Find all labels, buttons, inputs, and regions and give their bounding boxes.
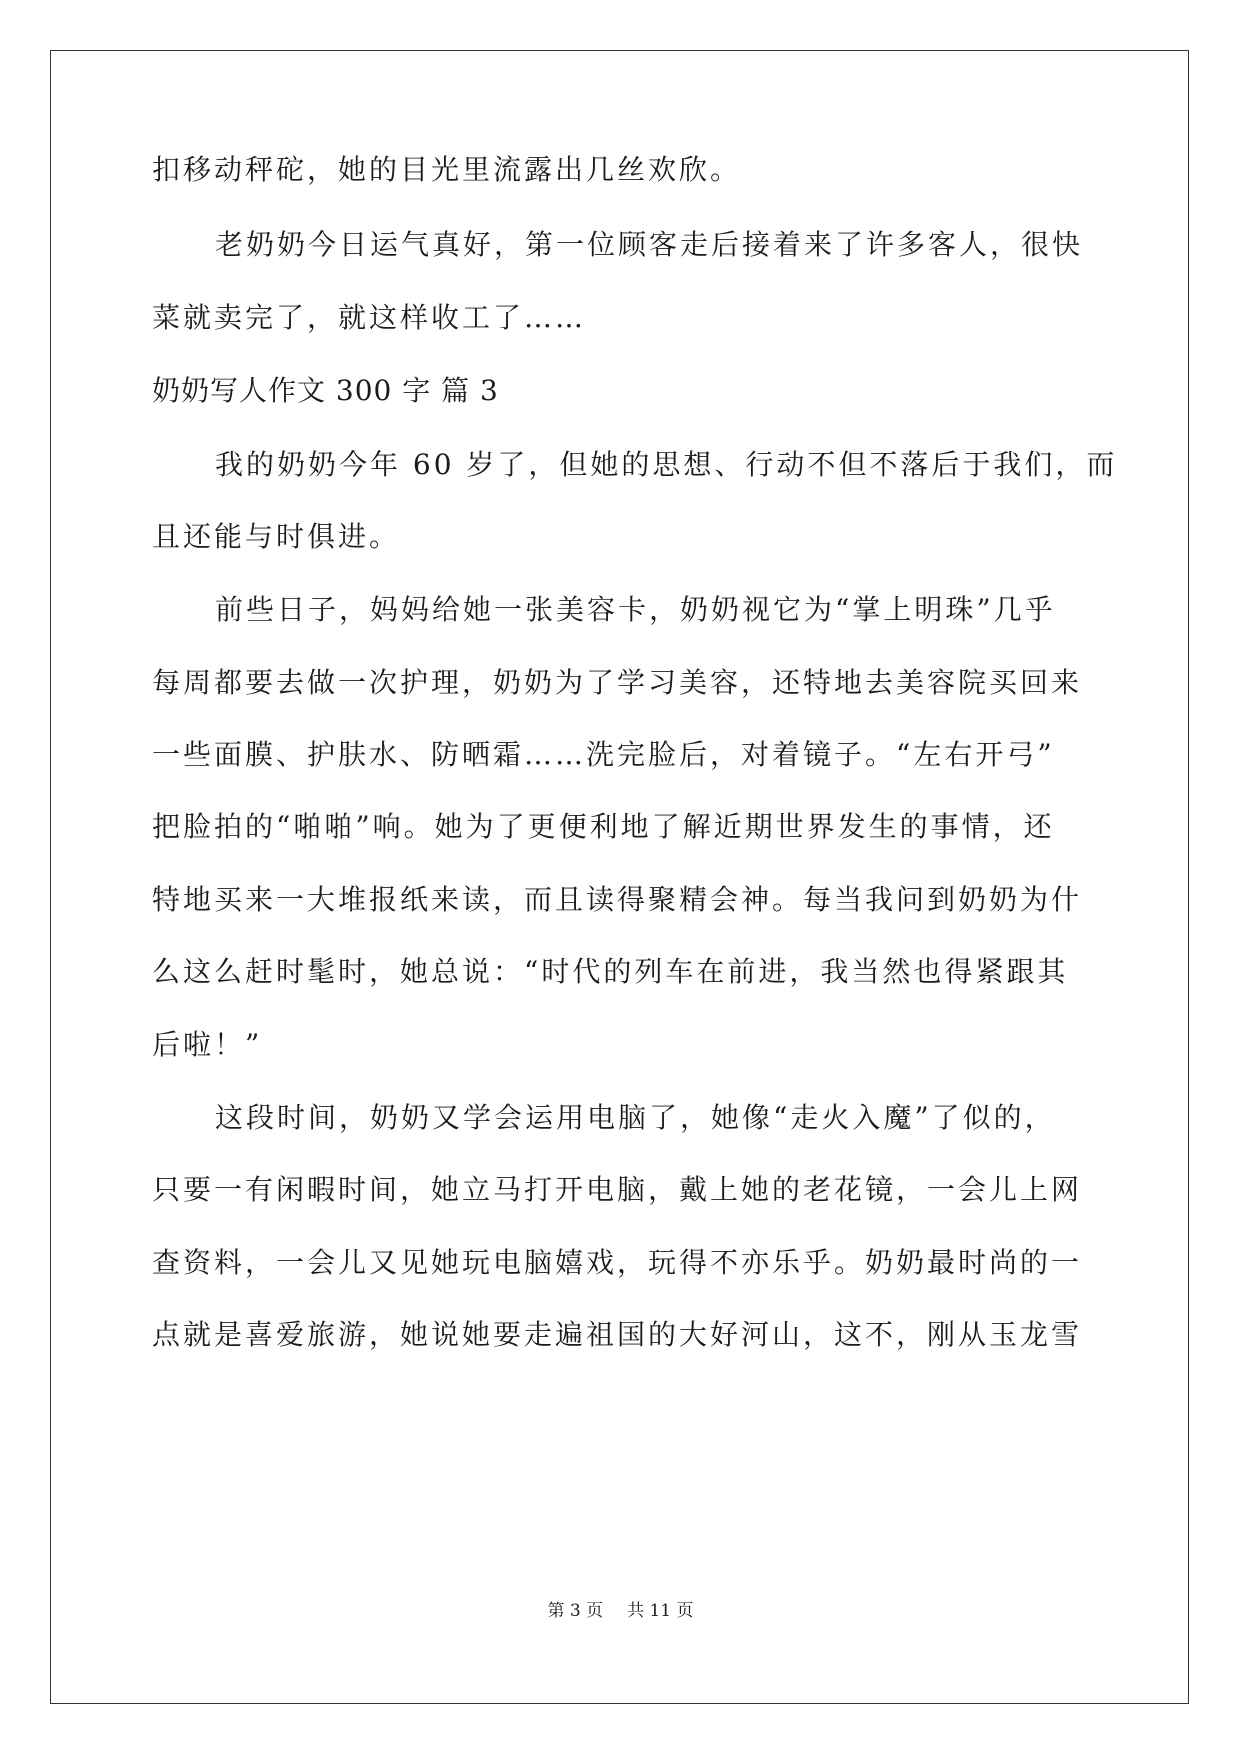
paragraph-line: 前些日子，妈妈给她一张美容卡，奶奶视它为“掌上明珠”几乎 <box>215 593 1056 626</box>
text-line: 后啦！” <box>152 1028 263 1061</box>
text-line: 且还能与时俱进。 <box>152 520 401 553</box>
text-line: 菜就卖完了，就这样收工了…… <box>152 301 587 334</box>
section-heading: 奶奶写人作文 300 字 篇 3 <box>152 374 499 407</box>
paragraph-line: 这段时间，奶奶又学会运用电脑了，她像“走火入魔”了似的， <box>215 1101 1056 1134</box>
text-line: 把脸拍的“啪啪”响。她为了更便利地了解近期世界发生的事情，还 <box>152 810 1055 843</box>
page-number: 第 3 页 <box>547 1601 604 1621</box>
paragraph-line: 我的奶奶今年 60 岁了，但她的思想、行动不但不落后于我们，而 <box>215 448 1118 481</box>
text-line: 查资料，一会儿又见她玩电脑嬉戏，玩得不亦乐乎。奶奶最时尚的一 <box>152 1246 1083 1279</box>
text-line: 每周都要去做一次护理，奶奶为了学习美容，还特地去美容院买回来 <box>152 666 1083 699</box>
text-line: 一些面膜、护肤水、防晒霜……洗完脸后，对着镜子。“左右开弓” <box>152 738 1055 771</box>
text-line: 点就是喜爱旅游，她说她要走遍祖国的大好河山，这不，刚从玉龙雪 <box>152 1318 1083 1351</box>
text-line: 扣移动秤砣，她的目光里流露出几丝欢欣。 <box>152 153 742 186</box>
paragraph-line: 老奶奶今日运气真好，第一位顾客走后接着来了许多客人，很快 <box>215 228 1084 261</box>
text-line: 特地买来一大堆报纸来读，而且读得聚精会神。每当我问到奶奶为什 <box>152 883 1083 916</box>
text-line: 么这么赶时髦时，她总说：“时代的列车在前进，我当然也得紧跟其 <box>152 955 1069 988</box>
text-line: 只要一有闲暇时间，她立马打开电脑，戴上她的老花镜，一会儿上网 <box>152 1173 1083 1206</box>
page-total: 共 11 页 <box>627 1601 694 1621</box>
page-footer <box>0 1596 1241 1621</box>
